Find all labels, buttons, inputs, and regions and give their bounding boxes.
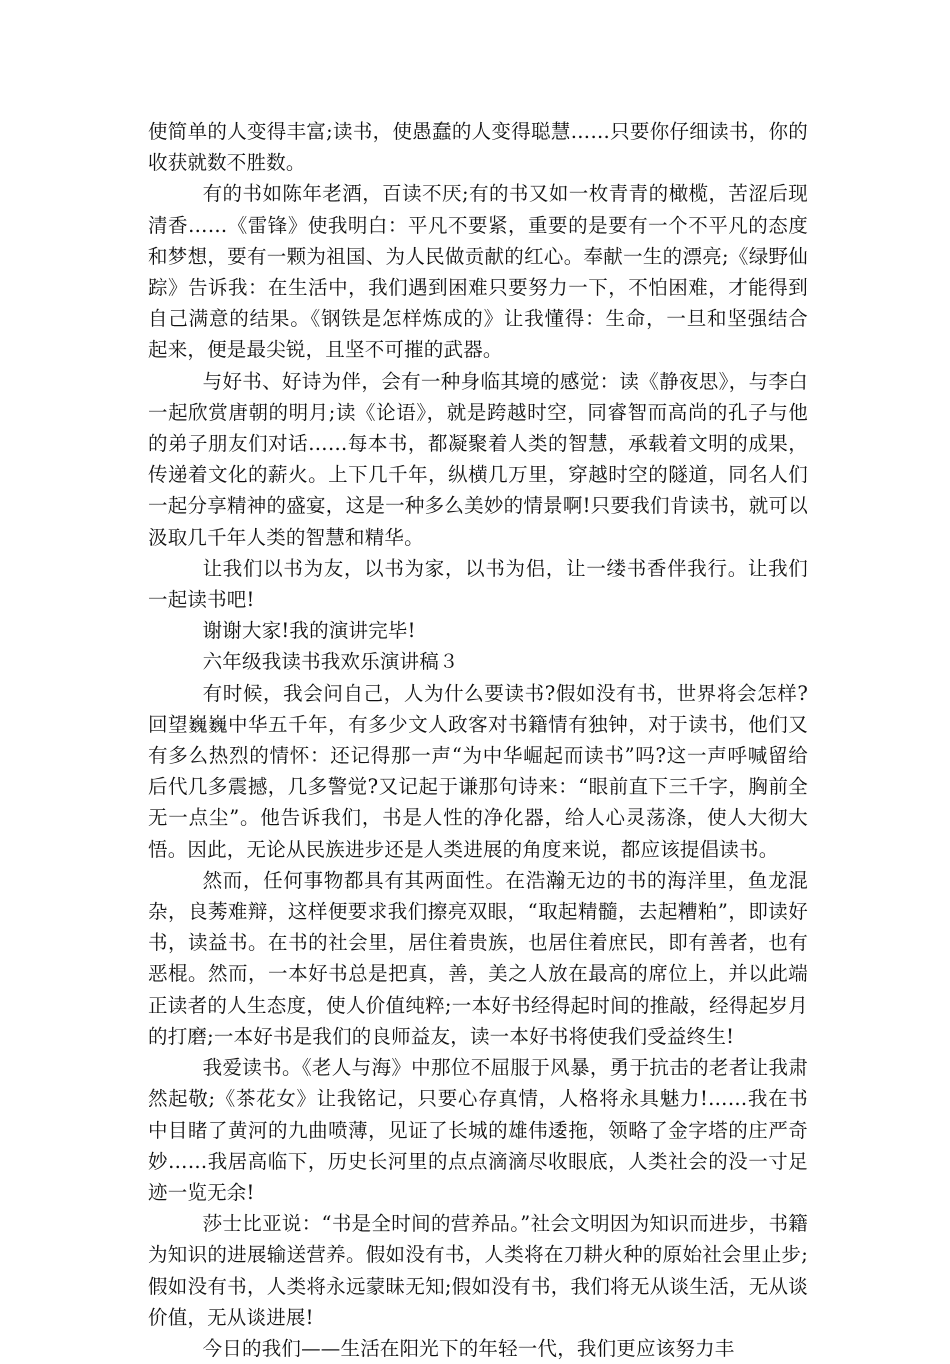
paragraph-2: 有的书如陈年老酒，百读不厌;有的书又如一枚青青的橄榄，苦涩后现清香……《雷锋》使我明白：平凡不要紧，重要的是要有一个不平凡的态度和梦想，要有一颗为祖国、为人民做贡献的红心。奉献一生的漂亮;《绿野仙踪》告诉我：在生活中，我们遇到困难只要努力一下，不怕困难，才能得到自己满意的结果。《钢铁是怎样炼成的》让我懂得：生命，一旦和坚强结合起来，便是最尖锐，且坚不可摧的武器。 bbox=[148, 182, 808, 362]
paragraph-11: 今日的我们——生活在阳光下的年轻一代，我们更应该努力丰 bbox=[202, 1336, 735, 1360]
paragraph-10: 莎士比亚说：“书是全时间的营养品。”社会文明因为知识而进步，书籍为知识的进展输送营养。假如没有书，人类将在刀耕火种的原始社会里止步;假如没有书，人类将永远蒙昧无知;假如没有书，我们将无从谈生活，无从谈价值，无从谈进展! bbox=[148, 1212, 808, 1329]
paragraph-9: 我爱读书。《老人与海》中那位不屈服于风暴，勇于抗击的老者让我肃然起敬;《茶花女》让我铭记，只要心存真情，人格将永具魅力!……我在书中目睹了黄河的九曲喷薄，见证了长城的雄伟逶拖，领略了金字塔的庄严奇妙……我居高临下，历史长河里的点点滴滴尽收眼底，人类社会的没一寸足迹一览无余! bbox=[148, 1056, 808, 1204]
paragraph-3: 与好书、好诗为伴，会有一种身临其境的感觉：读《静夜思》，与李白一起欣赏唐朝的明月;读《论语》，就是跨越时空，同睿智而高尚的孔子与他的弟子朋友们对话……每本书，都凝聚着人类的智慧，承载着文明的成果，传递着文化的薪火。上下几千年，纵横几万里，穿越时空的隧道，同名人们一起分享精神的盛宴，这是一种多么美妙的情景啊!只要我们肯读书，就可以汲取几千年人类的智慧和精华。 bbox=[148, 369, 808, 549]
document-body bbox=[148, 116, 808, 1364]
section-title: 六年级我读书我欢乐演讲稿３ bbox=[202, 650, 459, 674]
paragraph-7: 有时候，我会问自己，人为什么要读书?假如没有书，世界将会怎样?回望巍巍中华五千年，有多少文人政客对书籍情有独钟，对于读书，他们又有多么热烈的情怀：还记得那一声“为中华崛起而读书”吗?这一声呼喊留给后代几多震撼，几多警觉?又记起于谦那句诗来：“眼前直下三千字，胸前全无一点尘”。他告诉我们，书是人性的净化器，给人心灵荡涤，使人大彻大悟。因此，无论从民族进步还是人类进展的角度来说，都应该提倡读书。 bbox=[148, 681, 808, 861]
paragraph-5: 谢谢大家!我的演讲完毕! bbox=[202, 619, 416, 643]
paragraph-4: 让我们以书为友，以书为家，以书为侣，让一缕书香伴我行。让我们一起读书吧! bbox=[148, 556, 808, 612]
paragraph-1: 使简单的人变得丰富;读书，使愚蠢的人变得聪慧……只要你仔细读书，你的收获就数不胜数。 bbox=[148, 120, 808, 175]
paragraph-8: 然而，任何事物都具有其两面性。在浩瀚无边的书的海洋里，鱼龙混杂，良莠难辩，这样便要求我们擦亮双眼，“取起精髓，去起糟粕”，即读好书，读益书。在书的社会里，居住着贵族，也居住着庶民，即有善者，也有恶棍。然而，一本好书总是把真，善，美之人放在最高的席位上，并以此端正读者的人生态度，使人价值纯粹;一本好书经得起时间的推敲，经得起岁月的打磨;一本好书是我们的良师益友，读一本好书将使我们受益终生! bbox=[148, 868, 808, 1048]
